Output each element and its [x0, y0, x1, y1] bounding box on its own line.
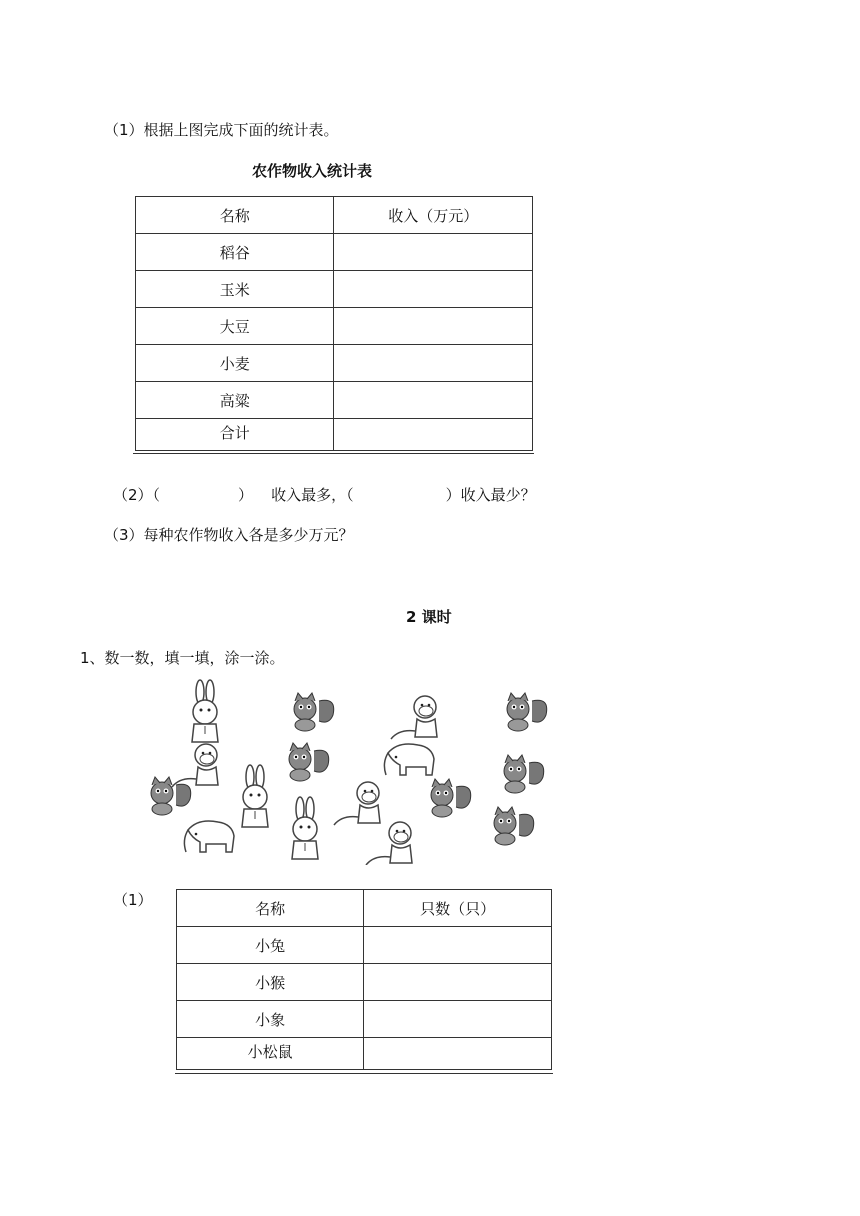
monkey-drawing [366, 822, 412, 865]
income-cell[interactable] [334, 234, 533, 271]
elephant-drawing [384, 744, 434, 775]
squirrel-drawing [494, 807, 534, 845]
table2-double-rule [175, 1073, 553, 1074]
q2-prefix: （2）（ [113, 486, 161, 504]
header-name: 名称 [177, 890, 364, 927]
animal-count-table [176, 889, 552, 1070]
count-cell[interactable] [364, 1038, 552, 1070]
squirrel-drawing [431, 779, 471, 817]
row-label: 小猴 [177, 964, 364, 1001]
income-cell[interactable] [334, 382, 533, 419]
row-label: 高粱 [136, 382, 334, 419]
squirrel-drawing [504, 755, 544, 793]
header-name: 名称 [136, 197, 334, 234]
row-label: 玉米 [136, 271, 334, 308]
table-row [136, 308, 533, 345]
monkey-drawing [391, 696, 437, 739]
row-label: 小兔 [177, 927, 364, 964]
squirrel-drawing [151, 777, 191, 815]
table-header-row [136, 197, 533, 234]
table-row [177, 964, 552, 1001]
elephant-drawing [184, 821, 234, 852]
section-title: 2 课时 [406, 608, 452, 626]
header-count: 只数（只） [364, 890, 552, 927]
rabbit-drawing [192, 680, 218, 742]
subquestion-1-label: （1） [113, 891, 153, 909]
row-label: 大豆 [136, 308, 334, 345]
table-row [136, 382, 533, 419]
count-cell[interactable] [364, 1001, 552, 1038]
row-label: 合计 [136, 419, 334, 451]
crop-income-table [135, 196, 533, 451]
squirrel-drawing [507, 693, 547, 731]
row-label: 稻谷 [136, 234, 334, 271]
table-row [136, 345, 533, 382]
animals-picture [140, 675, 570, 865]
table-row [136, 234, 533, 271]
table1-double-rule [133, 453, 534, 454]
question-1-text: （1）根据上图完成下面的统计表。 [104, 121, 339, 139]
table-row [177, 927, 552, 964]
q2-close: ） [238, 486, 254, 504]
table1-title: 农作物收入统计表 [252, 162, 373, 180]
header-income: 收入（万元） [334, 197, 533, 234]
exercise-1-text: 1、数一数，填一填，涂一涂。 [80, 649, 285, 667]
row-label: 小松鼠 [177, 1038, 364, 1070]
squirrel-drawing [294, 693, 334, 731]
q2-mid: 收入最多，（ [271, 486, 354, 504]
table-header-row [177, 890, 552, 927]
table-row-total [136, 419, 533, 451]
income-cell[interactable] [334, 308, 533, 345]
monkey-drawing [172, 744, 218, 787]
question-2-text [113, 485, 536, 505]
row-label: 小象 [177, 1001, 364, 1038]
rabbit-drawing [292, 797, 318, 859]
squirrel-drawing [289, 743, 329, 781]
question-3-text: （3）每种农作物收入各是多少万元？ [104, 526, 354, 544]
monkey-drawing [334, 782, 380, 825]
rabbit-drawing [242, 765, 268, 827]
count-cell[interactable] [364, 927, 552, 964]
income-cell[interactable] [334, 345, 533, 382]
table-row [136, 271, 533, 308]
count-cell[interactable] [364, 964, 552, 1001]
table-row [177, 1038, 552, 1070]
q2-suffix: ）收入最少？ [445, 486, 536, 504]
income-cell[interactable] [334, 419, 533, 451]
income-cell[interactable] [334, 271, 533, 308]
table-row [177, 1001, 552, 1038]
row-label: 小麦 [136, 345, 334, 382]
